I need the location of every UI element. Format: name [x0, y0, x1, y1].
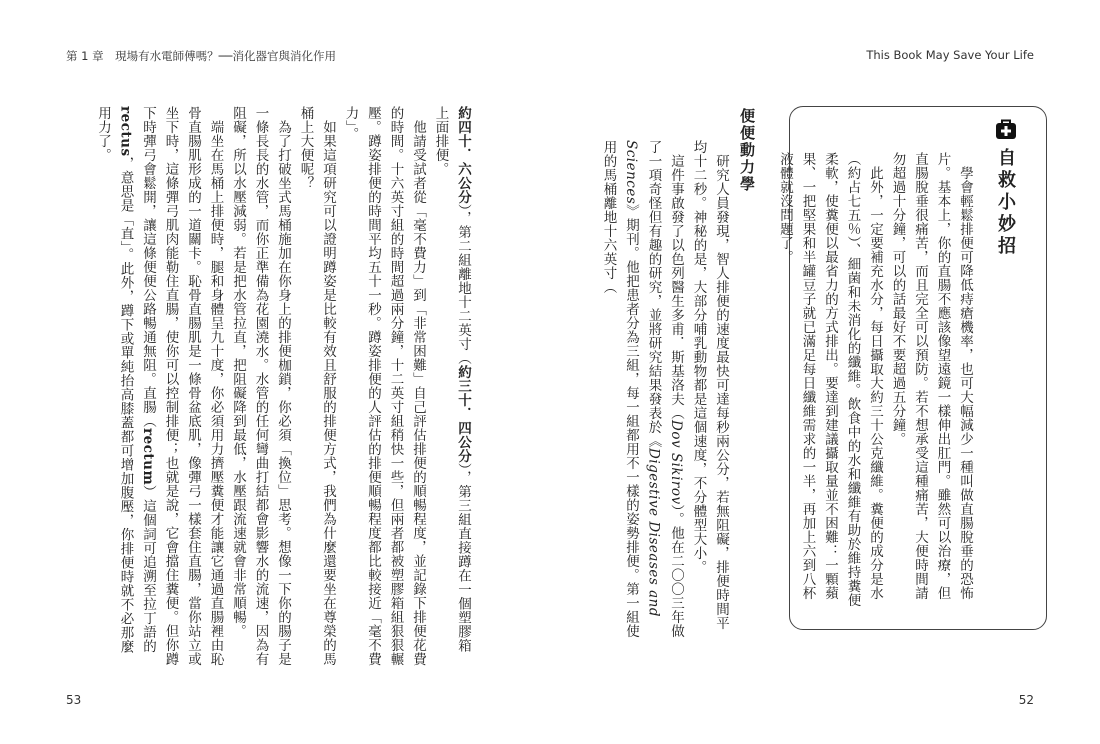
left-page-body — [95, 106, 474, 666]
right-page-body — [600, 140, 732, 640]
tip-box-text — [777, 152, 976, 612]
section-title: 便便動力學 — [738, 108, 756, 193]
running-head-chapter: 第 1 章 現場有水電師傅嗎？──消化器官與消化作用 — [66, 49, 336, 63]
paragraph-5: 為了打破坐式馬桶施加在你身上的排便枷鎖，你必須「換位」思考。想像一下你的腸子是一條長長的水管，而你正準備為花園澆水。水管的任何彎曲打結都會影響水的流速，因為有阻礙，所以水壓減弱。若是把水管拉直，把阻礙降到最低，水壓跟流速就會非常順暢。 — [230, 106, 291, 666]
tip-box-title: 自救小妙招 — [995, 148, 1016, 258]
first-aid-kit-icon — [995, 118, 1017, 140]
paragraph-6: 端坐在馬桶上排便時，腿和身體呈九十度，你必須用力擠壓糞便才能讓它通過直腸裡由恥骨直腸肌形成的一道關卡。恥骨直腸肌是一條骨盆底肌，像彈弓一樣套住直腸，當你站立或坐下時，這條彈弓肌肉能勒住直腸，使你可以控制排便；也就是說，它會擋住糞便。但你蹲下時彈弓會鬆開，讓這條便便公路暢通無阻。直腸（rectum）這個詞可追溯至拉丁語的 rectus，意思是「直」。此外，蹲下或單純抬高膝蓋都可增加腹壓，你排便時就不必那麼用力了。 — [95, 106, 224, 666]
paragraph-4: 如果這項研究可以證明蹲姿是比較有效且舒服的排便方式，我們為什麼還要坐在尊榮的馬桶上大便呢？ — [297, 106, 336, 666]
paragraph-3: 他請受試者從「毫不費力」到「非常困難」自己評估排便的順暢程度，並記錄下排便花費的時間。十六英寸組的時間超過兩分鐘，十二英寸組稍快一些，但兩者都被塑膠箱組狠狠輾壓。蹲姿排便的時間平均五十一秒。蹲姿排便的人評估的排便順暢程度都比較接近「毫不費力」。 — [342, 106, 426, 666]
tip-paragraph-2: 此外，一定要補充水分，每日攝取大約三十公克纖維。糞便的成分是水（約占七五％）、細菌和未消化的纖維。飲食中的水和纖維有助於維持糞便柔軟，使糞便以最省力的方式排出。要達到建議攝取量並不困難：一顆蘋果、一把堅果和半罐豆子就已滿足每日纖維需求的一半，再加上六到八杯液體就沒問題了。 — [777, 152, 883, 608]
running-head-book-title: This Book May Save Your Life — [866, 48, 1034, 62]
tip-paragraph-1: 學會輕鬆排便可降低痔瘡機率，也可大幅減少一種叫做直腸脫垂的恐怖片。基本上，你的直腸不應該像望遠鏡一樣伸出肛門。雖然可以治療，但直腸脫垂很痛苦，而且完全可以預防。若不想承受這種痛苦，大便時間請勿超過十分鐘，可以的話最好不要超過五分鐘。 — [889, 152, 973, 600]
paragraph-2: 這件事啟發了以色列醫生多甫．斯基洛夫（Dov Sikirov）。他在二〇〇三年做了一項奇怪但有趣的研究，並將研究結果發表於《Digestive Diseases and Sciences》期刊。他把患者分為三組，每一組都用不一樣的姿勢排便。第一組使用的馬桶離地十六英寸（ — [600, 140, 684, 639]
paragraph-1: 研究人員發現，智人排便的速度最快可達每秒兩公分，若無阻礙，排便時間平均十二秒。神秘的是，大部分哺乳動物都是這個速度，不分體型大小。 — [690, 140, 729, 630]
page-number-left: 53 — [66, 693, 82, 707]
page-number-right: 52 — [1018, 693, 1034, 707]
paragraph-2-continued: 約四十．六公分），第二組離地十二英寸（約三十．四公分），第三組直接蹲在一個塑膠箱上面排便。 — [432, 106, 471, 653]
